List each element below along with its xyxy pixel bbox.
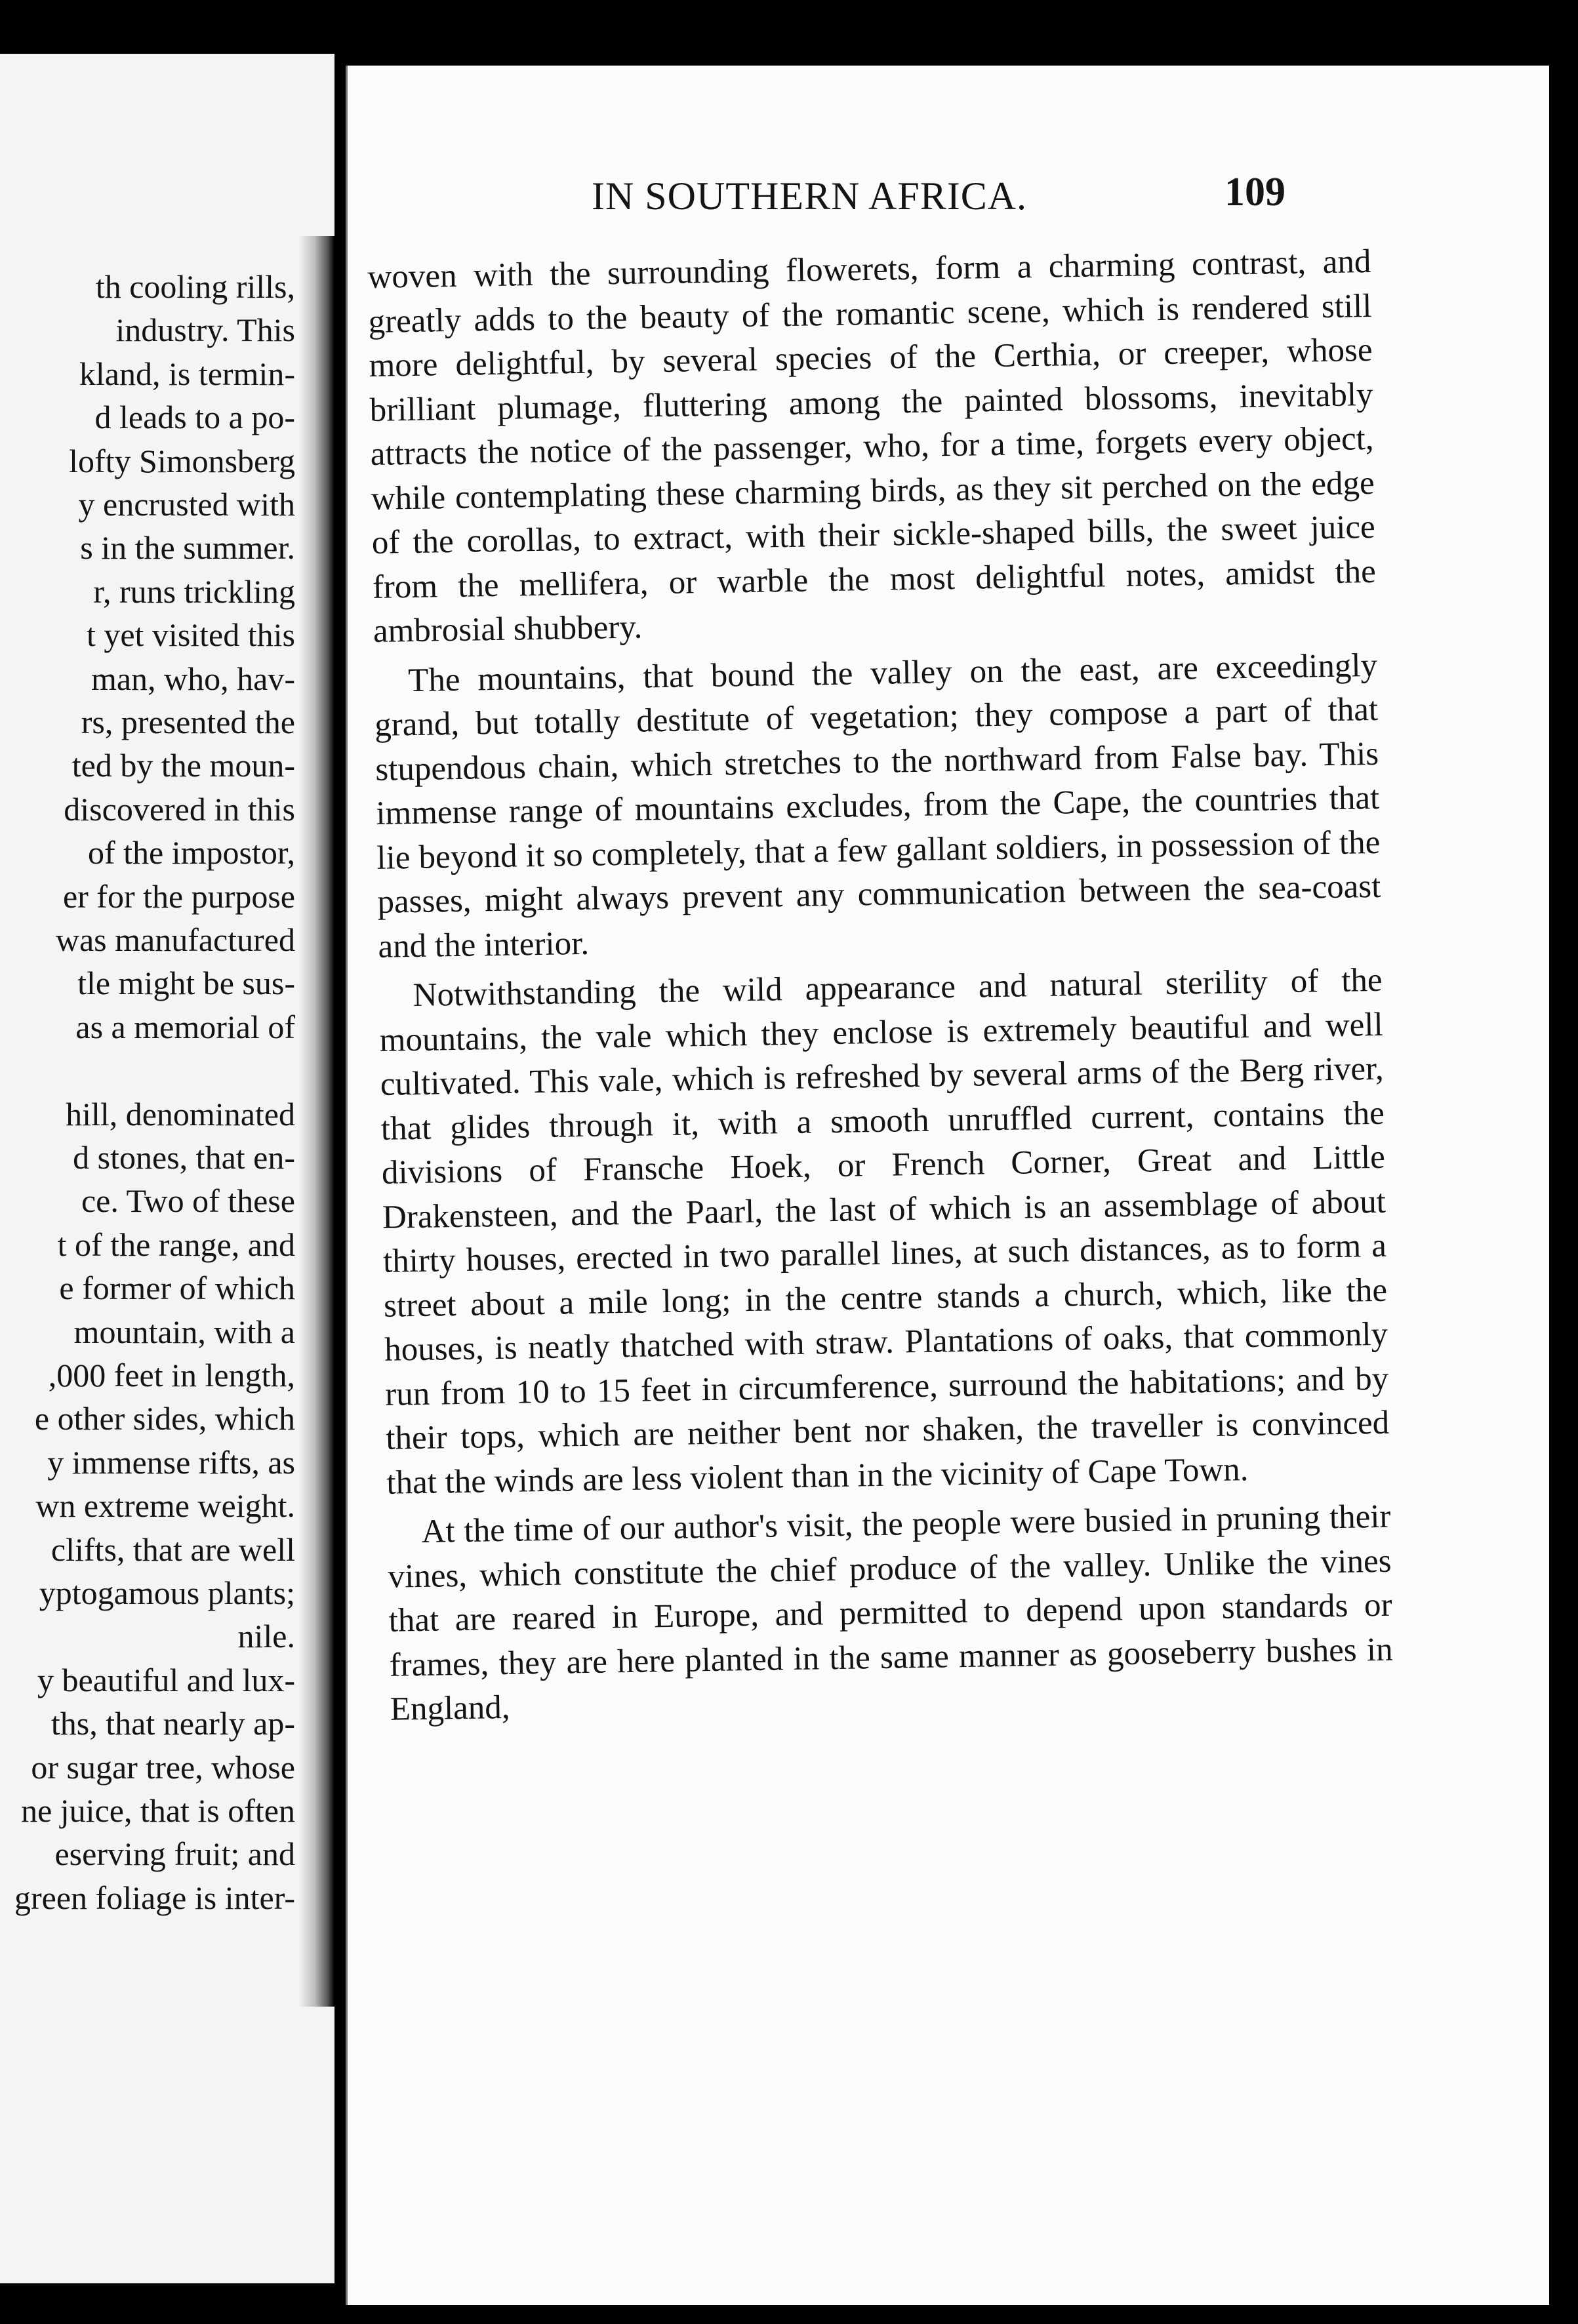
previous-page-line: th cooling rills,: [95, 268, 295, 305]
page-number: 109: [1224, 170, 1285, 214]
previous-page-line: ce. Two of these: [81, 1182, 295, 1219]
previous-page-line: discovered in this: [64, 791, 295, 828]
previous-page-line: was manufactured: [55, 921, 295, 958]
previous-page-line: ted by the moun-: [71, 747, 295, 784]
previous-page-line: mountain, with a: [73, 1313, 295, 1350]
previous-page-line: e other sides, which: [34, 1400, 295, 1437]
previous-page-line: tle might be sus-: [77, 965, 295, 1001]
previous-page-line: as a memorial of: [75, 1009, 295, 1045]
previous-page-line: wn extreme weight.: [35, 1487, 295, 1524]
previous-page-line: ths, that nearly ap-: [51, 1705, 295, 1742]
previous-page-line: eserving fruit; and: [54, 1835, 295, 1872]
previous-page-line: er for the purpose: [62, 878, 295, 915]
previous-page-line: s in the summer.: [80, 529, 295, 566]
previous-page-line: man, who, hav-: [91, 660, 295, 697]
previous-page-line: t of the range, and: [57, 1226, 295, 1263]
previous-page-line: ,000 feet in length,: [48, 1357, 295, 1393]
previous-page-line: nile.: [237, 1618, 295, 1654]
previous-page-line: hill, denominated: [66, 1096, 295, 1132]
previous-page-line: kland, is termin-: [79, 355, 295, 392]
current-page: [346, 66, 1549, 2305]
previous-page-line: y beautiful and lux-: [37, 1662, 295, 1698]
previous-page-line: of the impostor,: [87, 834, 295, 871]
previous-page-line: industry. This: [115, 311, 295, 348]
previous-page-line: d stones, that en-: [73, 1139, 295, 1176]
running-header: IN SOUTHERN AFRICA.: [592, 174, 1028, 218]
previous-page-line: r, runs trickling: [93, 573, 295, 610]
previous-page-line: y immense rifts, as: [47, 1444, 295, 1481]
previous-page-line: t yet visited this: [86, 616, 295, 653]
previous-page: [0, 54, 334, 2283]
previous-page-line: yptogamous plants;: [39, 1574, 295, 1611]
body-text: [367, 240, 1394, 1737]
previous-page-line: rs, presented the: [81, 704, 295, 740]
book-gutter-shadow: [298, 236, 334, 2007]
previous-page-line: or sugar tree, whose: [31, 1749, 295, 1786]
paragraph: The mountains, that bound the valley on the east, are exceedingly grand, but totally destitute of vegetation; they compose a part of that stupendous chain, which stretches to the northward from False bay. This immense range of mountains excludes, from the Cape, the countries that lie beyond it so completely, that a few gallant soldiers, in possession of the passes, might always prevent any communication between the sea-coast and the interior.: [374, 647, 1381, 965]
previous-page-line: ne juice, that is often: [21, 1792, 295, 1829]
previous-page-line: y encrusted with: [78, 486, 295, 523]
previous-page-line: d leads to a po-: [94, 399, 295, 435]
paragraph: At the time of our author's visit, the people were busied in pruning their vines, which constitute the chief produce of the valley. Unlike the vines that are reared in Europe, and permitted to depend upon standards or frames, they are here planted in the same manner as gooseberry bushes in England,: [388, 1498, 1394, 1728]
previous-page-line: clifts, that are well: [51, 1531, 295, 1568]
previous-page-line: e former of which: [59, 1270, 295, 1306]
paragraph: woven with the surrounding flowerets, form a charming contrast, and greatly adds to the beauty of the romantic scene, which is rendered still more delightful, by several species of the Certhia, or creeper, whose brilliant plumage, fluttering among the painted blossoms, inevitably attracts the notice of the passenger, who, for a time, forgets every object, while contemplating these charming birds, as they sit perched on the edge of the corollas, to extract, with their sickle-shaped bills, the sweet juice from the mellifera, or warble the most delightful notes, amidst the ambrosial shubbery.: [367, 243, 1377, 650]
previous-page-line: lofty Simonsberg: [69, 443, 295, 479]
paragraph: Notwithstanding the wild appearance and natural sterility of the mountains, the vale which they enclose is extremely beautiful and well cultivated. This vale, which is refreshed by several arms of the Berg river, that glides through it, with a smooth unruffled current, contains the divisions of Fransche Hoek, or French Corner, Great and Little Drakensteen, and the Paarl, the last of which is an assemblage of about thirty houses, erected in two parallel lines, at such distances, as to form a street about a mile long; in the centre stands a church, which, like the houses, is neatly thatched with straw. Plantations of oaks, that commonly run from 10 to 15 feet in circumference, surround the habitations; and by their tops, which are neither bent nor shaken, the traveller is convinced that the winds are less violent than in the vicinity of Cape Town.: [379, 961, 1390, 1502]
previous-page-line: green foliage is inter-: [14, 1879, 295, 1916]
